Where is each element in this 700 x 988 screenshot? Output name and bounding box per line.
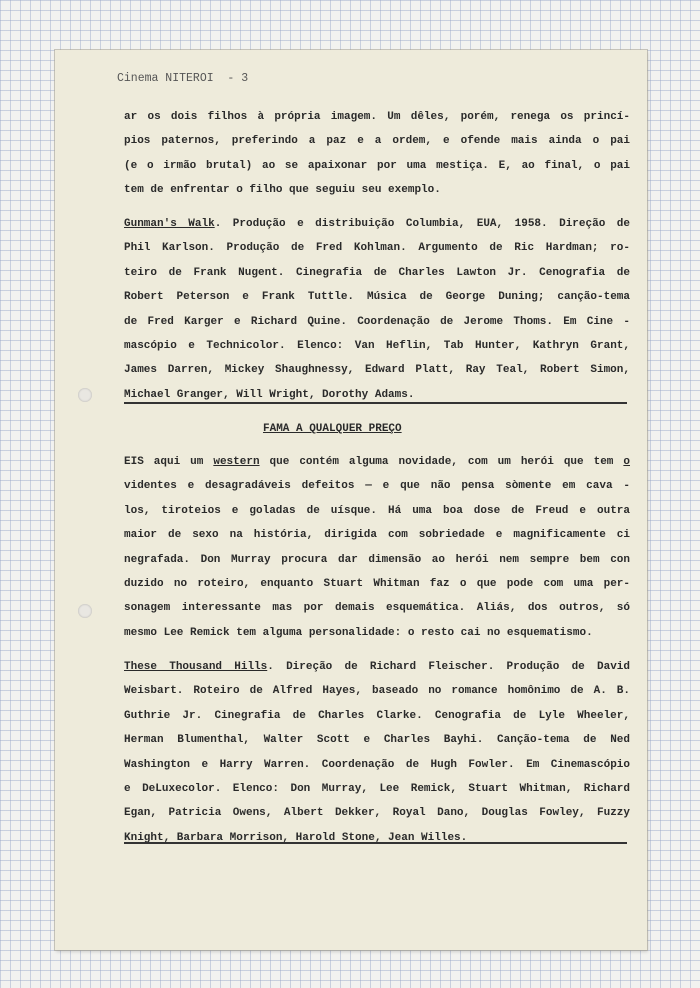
text-line: Herman Blumenthal, Walter Scott e Charles Bayhi. Canção-tema de Ned <box>124 734 630 747</box>
text-line: Weisbart. Roteiro de Alfred Hayes, baseado no romance homônimo de A. B. <box>124 685 630 698</box>
text-line: mesmo Lee Remick tem alguma personalidade: o resto cai no esquematismo. <box>124 626 593 639</box>
separator-rule <box>124 842 627 844</box>
text-line: sonagem interessante mas por demais esquemática. Aliás, dos outros, só <box>124 602 630 615</box>
film-title: Gunman's Walk <box>124 218 215 230</box>
text-line: (e o irmão brutal) ao se apaixonar por uma mestiça. E, ao final, o pai <box>124 159 630 172</box>
text-line: mascópio e Technicolor. Elenco: Van Heflin, Tab Hunter, Kathryn Grant, <box>124 339 630 352</box>
text-line: duzido no roteiro, enquanto Stuart Whitman faz o que pode com uma per- <box>124 577 630 590</box>
text-line: negrafada. Don Murray procura dar dimensão ao herói nem sempre bem con <box>124 553 630 566</box>
typewritten-page <box>55 50 647 950</box>
film-credits-gunmans-walk <box>124 212 630 407</box>
text-line: Guthrie Jr. Cinegrafia de Charles Clarke. Cenografia de Lyle Wheeler, <box>124 709 630 722</box>
punch-hole-lower <box>78 604 92 618</box>
text-line <box>124 450 630 474</box>
punch-hole-upper <box>78 388 92 402</box>
credits-text: . Direção de Richard Fleischer. Produção de David <box>267 661 630 673</box>
text-line <box>124 655 630 679</box>
text-line: ar os dois filhos à própria imagem. Um dêles, porém, renega os princí- <box>124 111 630 123</box>
text-line: Egan, Patricia Owens, Albert Dekker, Royal Dano, Douglas Fowley, Fuzzy <box>124 807 630 820</box>
review-paragraph <box>124 450 630 645</box>
text-line: Michael Granger, Will Wright, Dorothy Adams. <box>124 388 415 401</box>
credits-text: . Produção e distribuição Columbia, EUA, 1958. Direção de <box>214 218 630 230</box>
text-line <box>124 212 630 236</box>
text-line: teiro de Frank Nugent. Cinegrafia de Charles Lawton Jr. Cenografia de <box>124 266 630 279</box>
emphasized-word: o <box>623 456 630 468</box>
text-line: Washington e Harry Warren. Coordenação de Hugh Fowler. Em Cinemascópio <box>124 758 630 771</box>
separator-rule <box>124 402 627 404</box>
text-line: maior de sexo na história, dirigida com sobriedade e magnificamente ci <box>124 529 630 542</box>
text-line: James Darren, Mickey Shaughnessy, Edward Platt, Ray Teal, Robert Simon, <box>124 364 630 377</box>
text-line: videntes e desagradáveis defeitos — e que não pensa sòmente em cava - <box>124 480 630 493</box>
page-header: Cinema NITEROI - 3 <box>117 72 249 85</box>
film-credits-these-thousand-hills <box>124 655 630 850</box>
text-line: Knight, Barbara Morrison, Harold Stone, Jean Willes. <box>124 831 468 844</box>
text-line: tem de enfrentar o filho que seguiu seu exemplo. <box>124 184 441 197</box>
film-title: These Thousand Hills <box>124 661 268 673</box>
text-line: de Fred Karger e Richard Quine. Coordenação de Jerome Thoms. Em Cine - <box>124 315 630 328</box>
text-line: pios paternos, preferindo a paz e a ordem, e ofende mais ainda o pai <box>124 135 630 148</box>
text-segment: que contém alguma novidade, com um herói que tem <box>259 456 624 468</box>
section-title: FAMA A QUALQUER PREÇO <box>263 423 402 435</box>
text-line: Phil Karlson. Produção de Fred Kohlman. Argumento de Ric Hardman; ro- <box>124 242 630 255</box>
text-line: e DeLuxecolor. Elenco: Don Murray, Lee Remick, Stuart Whitman, Richard <box>124 782 630 795</box>
text-line: Robert Peterson e Frank Tuttle. Música de George Duning; canção-tema <box>124 291 630 304</box>
intro-paragraph <box>124 105 630 203</box>
text-segment: EIS aqui um <box>124 456 214 468</box>
emphasized-word: western <box>213 456 260 468</box>
text-line: los, tiroteios e goladas de uísque. Há uma boa dose de Freud e outra <box>124 504 630 517</box>
